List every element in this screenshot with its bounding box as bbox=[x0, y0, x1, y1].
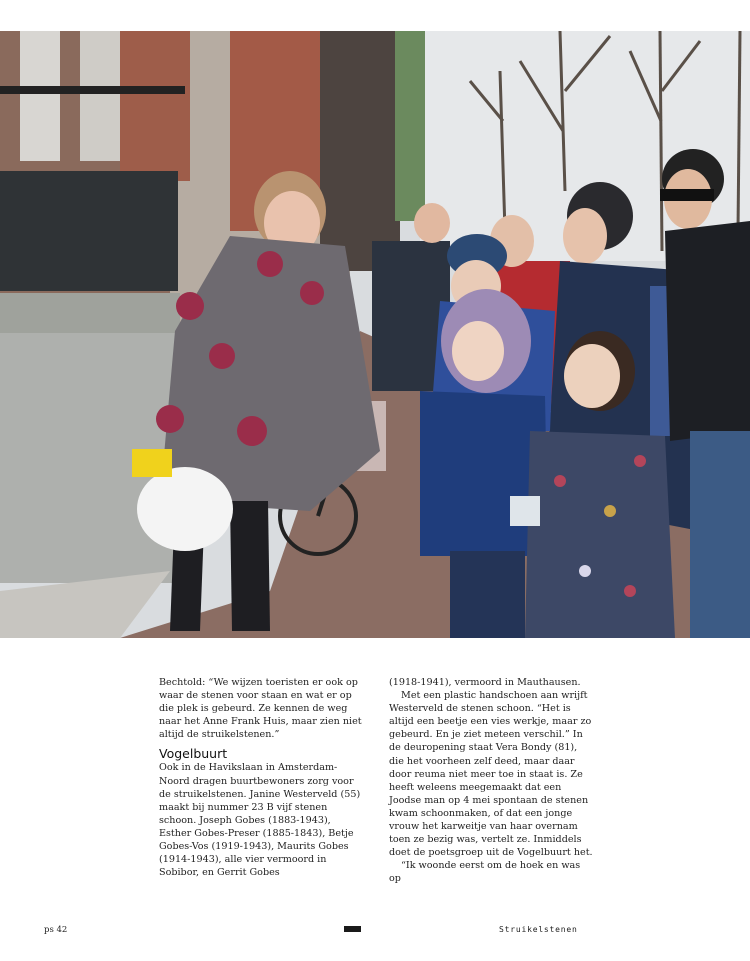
text-column-1 bbox=[159, 676, 364, 879]
section-marker bbox=[344, 926, 361, 932]
paragraph: Met een plastic handschoen aan wrijft Westerveld de stenen schoon. “Het is altijd een beetje een vies werkje, maar zo gebeurd. En je ziet meteen verschil.” In de deuropening staat Vera Bondy (81), die het voorheen zelf deed, maar daar door reuma niet meer toe in staat is. Ze heeft weleens meegemaakt dat een Joodse man op 4 mei spontaan de stenen kwam schoonmaken, of dat een jonge vrouw het karweitje van haar overnam toen ze bezig was, vertelt ze. Inmiddels doet de poetsgroep uit de Vogelbuurt het. bbox=[389, 690, 593, 859]
section-title: Struikelstenen bbox=[499, 925, 578, 934]
street-photo bbox=[0, 31, 750, 638]
page-number: ps 42 bbox=[44, 925, 68, 935]
text-column-2 bbox=[389, 676, 594, 886]
subheading: Vogelbuurt bbox=[159, 746, 228, 762]
paragraph: (1918-1941), vermoord in Mauthausen. bbox=[389, 677, 581, 688]
street-photo-image bbox=[0, 31, 750, 638]
paragraph: Ook in de Havikslaan in Amsterdam-Noord dragen buurtbewoners zorg voor de struikelstenen. Janine Westerveld (55) maakt bij nummer 23 B vijf stenen schoon. Joseph Gobes (1883-1943), Esther Gobes-Preser (1885-1843), Betje Gobes-Vos (1919-1943), Maurits Gobes (1914-1943), alle vier vermoord in Sobibor, en Gerrit Gobes bbox=[159, 762, 361, 879]
paragraph: Bechtold: “We wijzen toeristen er ook op waar de stenen voor staan en wat er op die plek is gebeurd. Ze kennen de weg naar het Anne Frank Huis, maar zien niet altijd de struikelstenen.” bbox=[159, 677, 362, 741]
paragraph: “Ik woonde eerst om de hoek en was op bbox=[389, 860, 581, 885]
